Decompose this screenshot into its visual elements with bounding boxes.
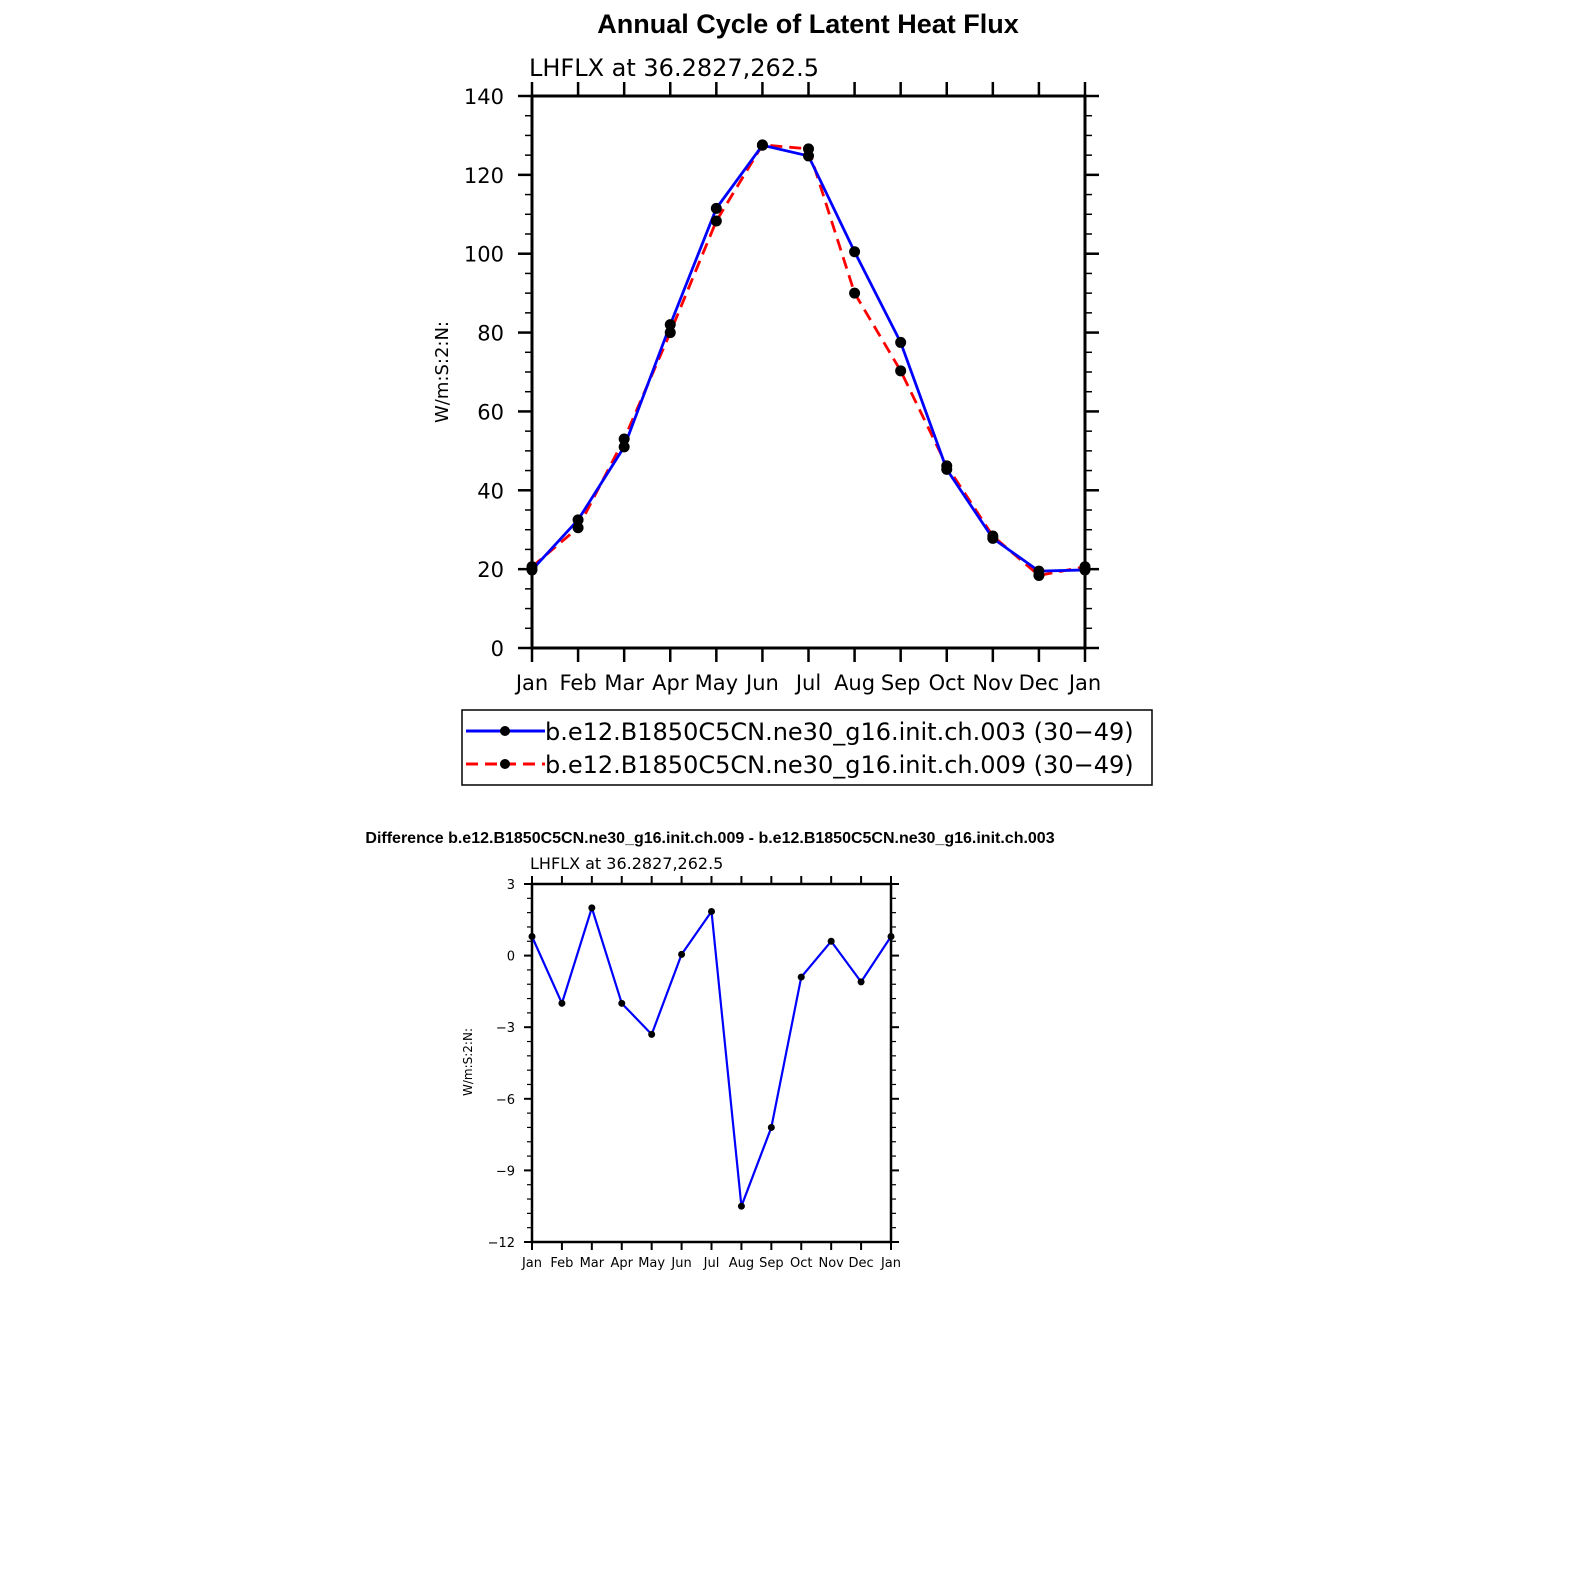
x-tick-label: Jan bbox=[521, 1256, 543, 1271]
x-tick-label: Jun bbox=[746, 671, 779, 695]
data-point bbox=[895, 365, 906, 376]
y-tick-label: 0 bbox=[490, 637, 504, 661]
y-tick-label: 0 bbox=[506, 949, 515, 965]
y-tick-label: 60 bbox=[477, 400, 504, 425]
x-tick-label: Mar bbox=[579, 1256, 605, 1271]
chart1-title: Annual Cycle of Latent Heat Flux bbox=[597, 9, 1019, 39]
x-tick-label: Sep bbox=[880, 671, 921, 695]
x-tick-label: Jan bbox=[1068, 671, 1102, 695]
x-tick-label: May bbox=[638, 1256, 666, 1271]
data-point bbox=[803, 143, 814, 154]
data-point bbox=[798, 974, 805, 981]
data-point bbox=[558, 1000, 565, 1007]
x-tick-label: Nov bbox=[972, 671, 1014, 695]
x-tick-label: Jul bbox=[703, 1256, 720, 1271]
data-point bbox=[757, 139, 768, 150]
data-point bbox=[987, 531, 998, 542]
data-point bbox=[708, 908, 715, 915]
y-tick-label: 20 bbox=[477, 558, 504, 583]
data-point bbox=[529, 933, 536, 940]
x-tick-label: Jan bbox=[880, 1256, 902, 1271]
data-point bbox=[1033, 570, 1044, 581]
y-tick-label: 120 bbox=[463, 163, 504, 188]
data-point bbox=[895, 337, 906, 348]
x-tick-label: Dec bbox=[1018, 671, 1060, 695]
data-point bbox=[665, 327, 676, 338]
x-tick-label: Nov bbox=[818, 1256, 844, 1271]
x-tick-label: Feb bbox=[550, 1256, 574, 1271]
chart2-title: Difference b.e12.B1850C5CN.ne30_g16.init.ch.009 - b.e12.B1850C5CN.ne30_g16.init.ch.003 bbox=[365, 830, 1055, 847]
legend-series2-label: b.e12.B1850C5CN.ne30_g16.init.ch.009 (30−49) bbox=[545, 751, 1134, 779]
x-tick-label: Oct bbox=[790, 1256, 813, 1271]
x-tick-label: May bbox=[694, 671, 739, 695]
chart1-subtitle: LHFLX at 36.2827,262.5 bbox=[529, 54, 819, 82]
data-point bbox=[738, 1203, 745, 1210]
data-point bbox=[618, 1000, 625, 1007]
legend-series2-marker bbox=[500, 759, 510, 769]
data-point bbox=[849, 246, 860, 257]
data-point bbox=[527, 561, 538, 572]
x-tick-label: Aug bbox=[834, 671, 876, 695]
legend-series1-label: b.e12.B1850C5CN.ne30_g16.init.ch.003 (30−49) bbox=[545, 718, 1134, 746]
data-point bbox=[573, 522, 584, 533]
data-point bbox=[828, 938, 835, 945]
y-tick-label: −3 bbox=[495, 1021, 515, 1037]
chart1-legend bbox=[462, 710, 1152, 785]
x-tick-label: Aug bbox=[728, 1256, 755, 1271]
data-point bbox=[648, 1031, 655, 1038]
x-tick-label: Oct bbox=[928, 671, 965, 695]
data-point bbox=[941, 460, 952, 471]
y-tick-label: −12 bbox=[487, 1236, 515, 1251]
y-tick-label: −9 bbox=[495, 1164, 515, 1180]
x-tick-label: Apr bbox=[652, 671, 689, 695]
data-point bbox=[711, 203, 722, 214]
y-tick-label: −6 bbox=[495, 1092, 515, 1108]
x-tick-label: Jan bbox=[515, 671, 549, 695]
data-point bbox=[619, 434, 630, 445]
x-tick-label: Jun bbox=[671, 1256, 692, 1271]
y-tick-label: 40 bbox=[477, 479, 504, 504]
x-tick-label: Sep bbox=[759, 1256, 784, 1271]
x-tick-label: Mar bbox=[604, 671, 644, 695]
data-point bbox=[888, 933, 895, 940]
x-tick-label: Dec bbox=[848, 1256, 874, 1271]
y-tick-label: 140 bbox=[463, 85, 504, 109]
x-tick-label: Jul bbox=[795, 671, 822, 695]
data-point bbox=[588, 904, 595, 911]
chart1-ylabel: W/m:S:2:N: bbox=[432, 321, 453, 423]
data-point bbox=[768, 1124, 775, 1131]
y-tick-label: 3 bbox=[506, 878, 515, 893]
data-point bbox=[858, 978, 865, 985]
data-point bbox=[849, 288, 860, 299]
legend-series1-marker bbox=[500, 726, 510, 736]
data-point bbox=[1080, 561, 1091, 572]
x-tick-label: Apr bbox=[610, 1256, 633, 1271]
y-tick-label: 100 bbox=[463, 242, 504, 267]
y-tick-label: 80 bbox=[477, 321, 504, 346]
data-point bbox=[678, 951, 685, 958]
x-tick-label: Feb bbox=[559, 671, 597, 695]
chart2-subtitle: LHFLX at 36.2827,262.5 bbox=[530, 854, 724, 873]
data-point bbox=[711, 215, 722, 226]
chart2-ylabel: W/m:S:2:N: bbox=[461, 1028, 475, 1096]
